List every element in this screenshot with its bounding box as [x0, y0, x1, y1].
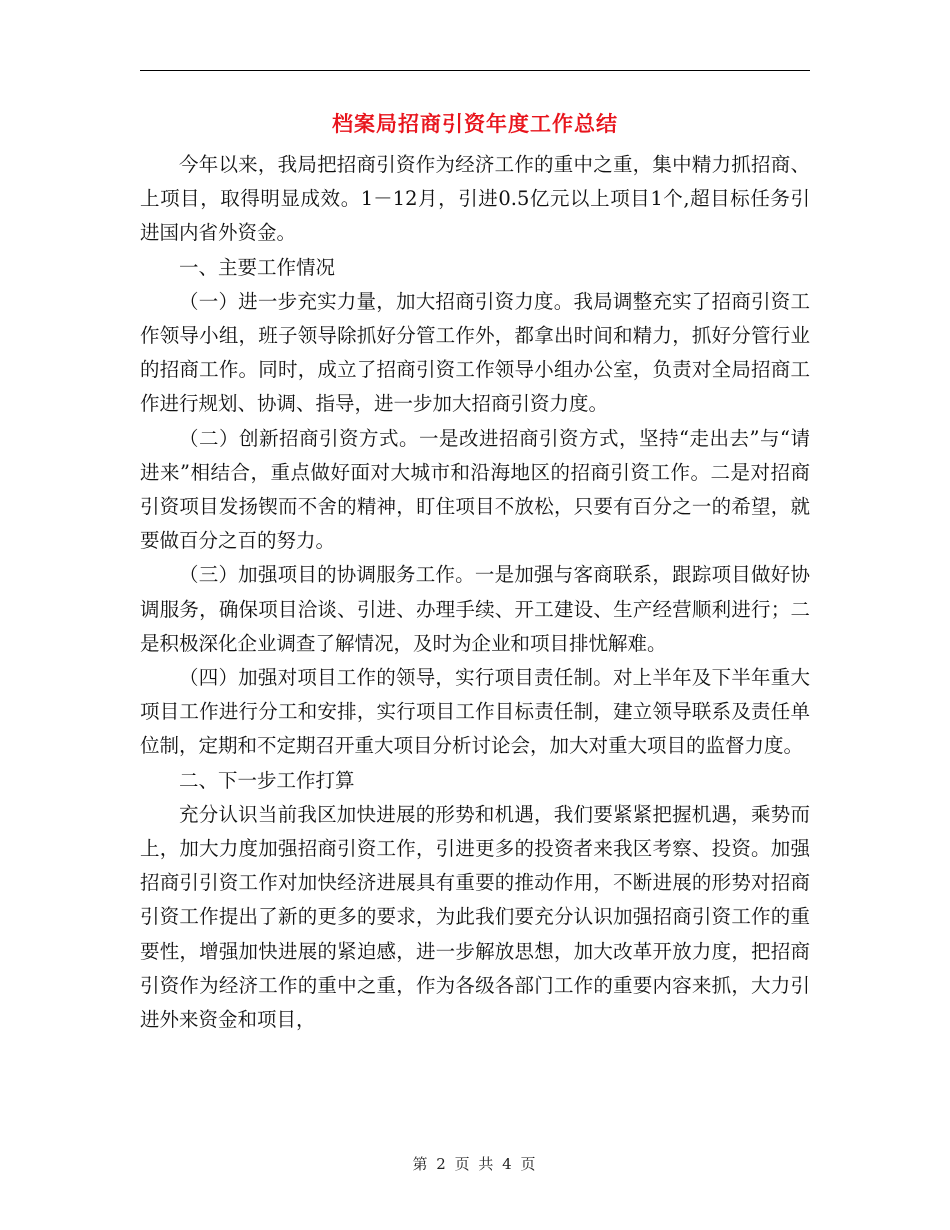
body-paragraph: 充分认识当前我区加快进展的形势和机遇，我们要紧紧把握机遇，乘势而上，加大力度加强招商引资工作，引进更多的投资者来我区考察、投资。加强招商引引资工作对加快经济进展具有重要的推动作用，不断进展的形势对招商引资工作提出了新的更多的要求，为此我们要充分认识加强招商引资工作的重要性，增强加快进展的紧迫感，进一步解放思想，加大改革开放力度，把招商引资作为经济工作的重中之重，作为各级各部门工作的重要内容来抓，大力引进外来资金和项目，: [140, 802, 810, 1032]
header-rule: [140, 70, 810, 71]
body-paragraph: （一）进一步充实力量，加大招商引资力度。我局调整充实了招商引资工作领导小组，班子领导除抓好分管工作外，都拿出时间和精力，抓好分管行业的招商工作。同时，成立了招商引资工作领导小组办公室，负责对全局招商工作进行规划、协调、指导，进一步加大招商引资力度。: [140, 289, 810, 416]
document-title: 档案局招商引资年度工作总结: [332, 112, 618, 136]
body-paragraph: （二）创新招商引资方式。一是改进招商引资方式，坚持“走出去”与“请进来”相结合，重点做好面对大城市和沿海地区的招商引资工作。二是对招商引资项目发扬锲而不舍的精神，盯住项目不放松，只要有百分之一的希望，就要做百分之百的努力。: [140, 426, 810, 553]
body-paragraph: （四）加强对项目工作的领导，实行项目责任制。对上半年及下半年重大项目工作进行分工和安排，实行项目工作目标责任制，建立领导联系及责任单位制，定期和不定期召开重大项目分析讨论会，加大对重大项目的监督力度。: [140, 666, 810, 758]
intro-paragraph: 今年以来，我局把招商引资作为经济工作的重中之重，集中精力抓招商、上项目，取得明显成效。1－12月，引进0.5亿元以上项目1个,超目标任务引进国内省外资金。: [140, 153, 810, 245]
page-number-footer: 第 2 页 共 4 页: [412, 1155, 538, 1173]
section-heading-1: 一、主要工作情况: [179, 255, 336, 279]
section-heading-2: 二、下一步工作打算: [179, 768, 355, 792]
document-body: [140, 148, 810, 1037]
body-paragraph: （三）加强项目的协调服务工作。一是加强与客商联系，跟踪项目做好协调服务，确保项目洽谈、引进、办理手续、开工建设、生产经营顺利进行；二是积极深化企业调查了解情况，及时为企业和项目排忧解难。: [140, 563, 810, 655]
